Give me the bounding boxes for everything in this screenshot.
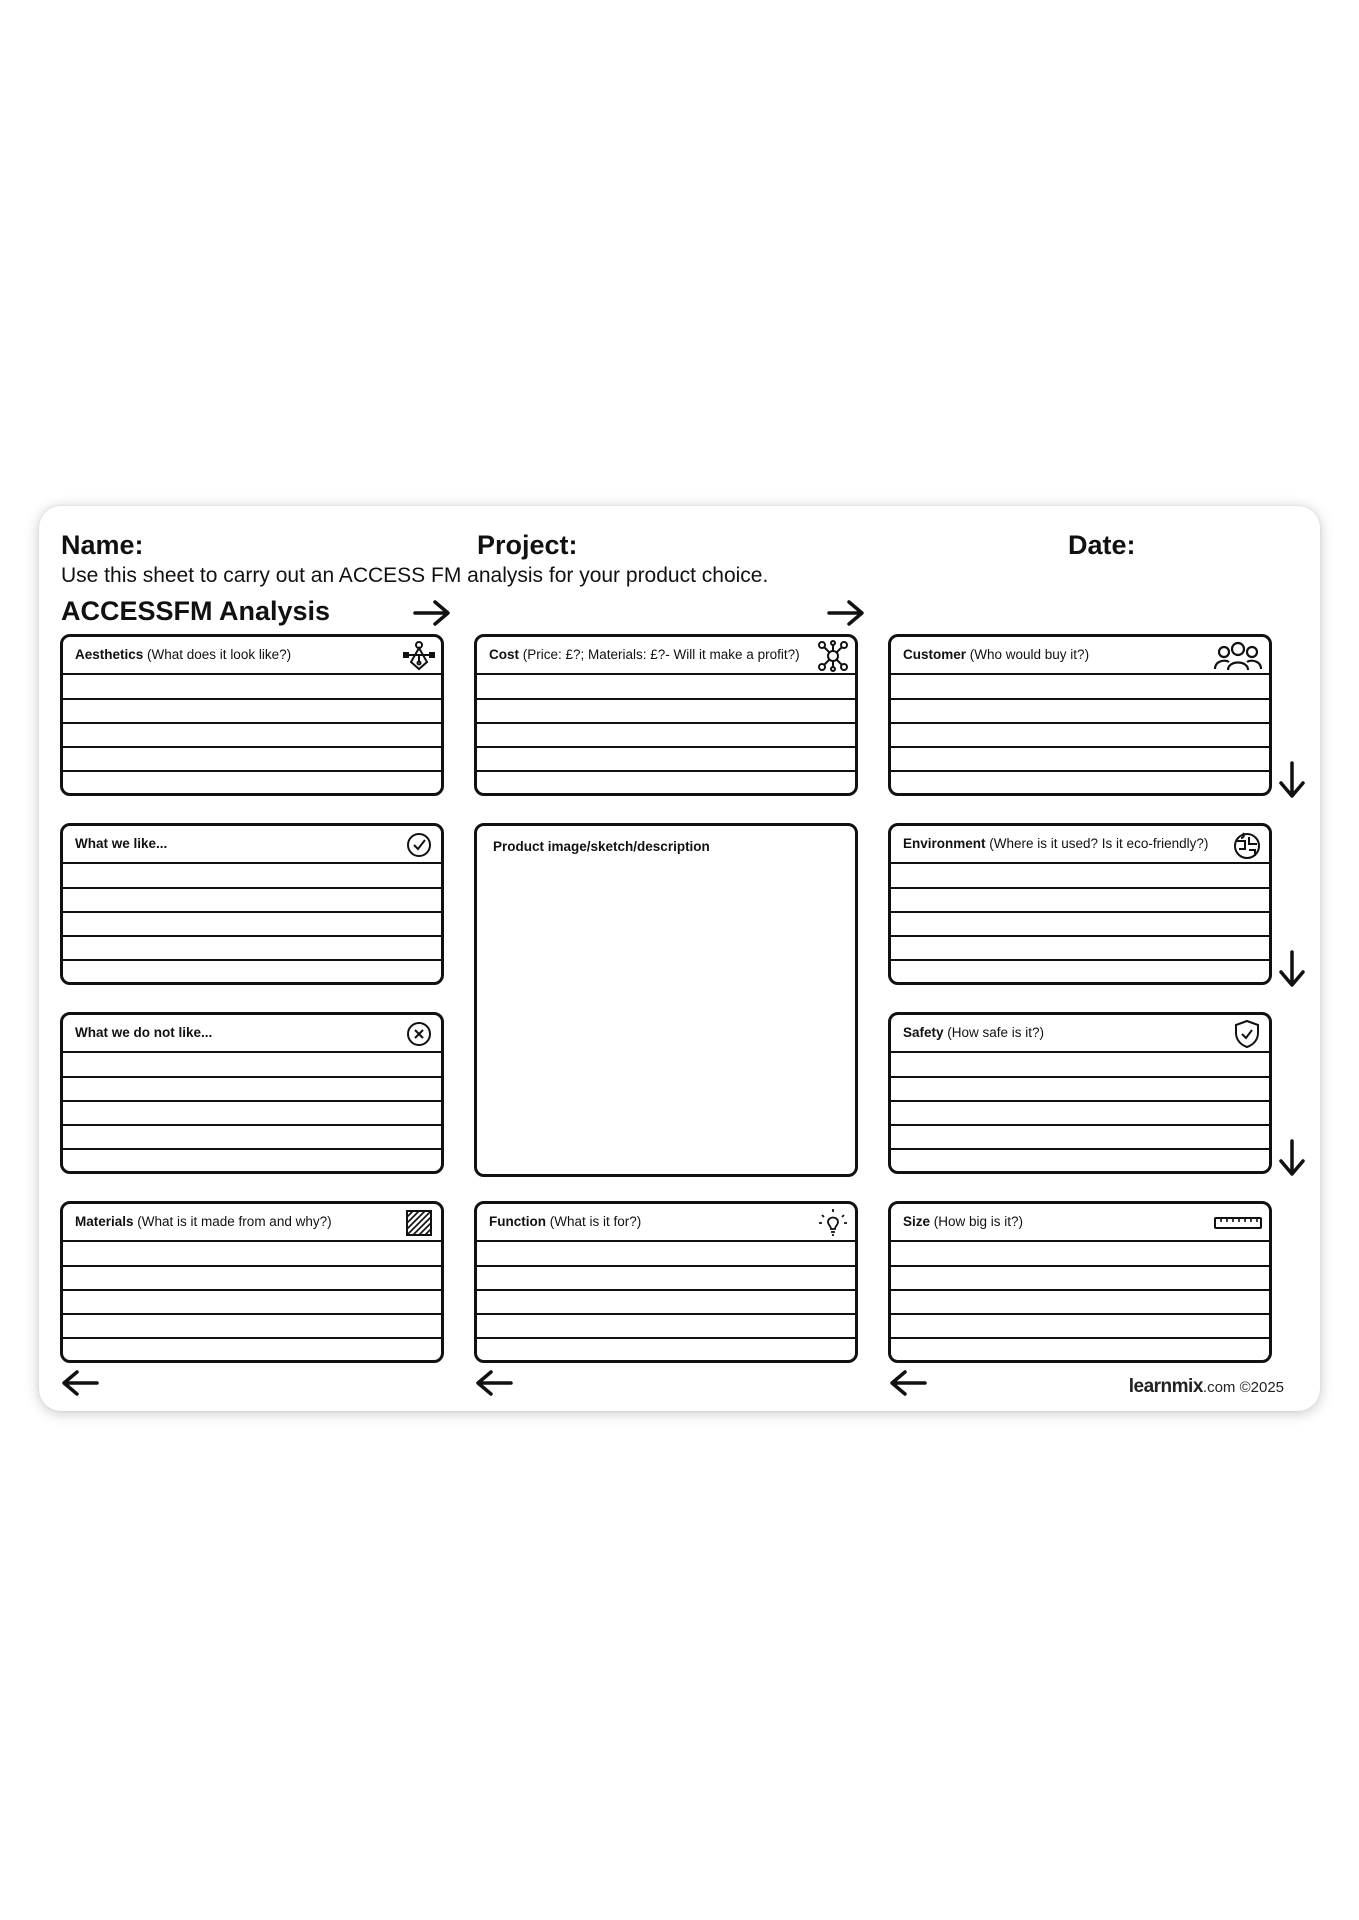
arrow-right-icon (826, 598, 866, 628)
ruler-icon (1213, 1207, 1263, 1239)
arrow-down-icon (1277, 1138, 1307, 1178)
worksheet (39, 506, 1320, 1411)
sheet-title: ACCESSFM Analysis (61, 596, 331, 626)
arrow-down-icon (1277, 949, 1307, 989)
instructions: Use this sheet to carry out an ACCESS FM analysis for your product choice. (61, 564, 769, 587)
hatched-square-icon (403, 1207, 435, 1239)
panel-header: Environment (Where is it used? Is it eco-friendly?) (891, 826, 1269, 864)
arrow-left-icon (888, 1368, 928, 1398)
arrow-left-icon (474, 1368, 514, 1398)
panel-function (474, 1201, 858, 1363)
panel-header: Cost (Price: £?; Materials: £?- Will it make a profit?) (477, 637, 855, 675)
pen-tool-icon (403, 640, 435, 672)
panel-header: Function (What is it for?) (477, 1204, 855, 1242)
eco-globe-icon (1231, 829, 1263, 861)
panel-what-we-do-not-like (60, 1012, 444, 1174)
name-label: Name: (61, 530, 144, 560)
brand-suffix: .com ©2025 (1202, 1379, 1284, 1396)
shield-check-icon (1231, 1018, 1263, 1050)
arrow-right-icon (412, 598, 452, 628)
people-icon (1213, 640, 1263, 672)
footer-credit (1129, 1376, 1284, 1398)
panel-environment (888, 823, 1272, 985)
brand-name: learnmix (1128, 1376, 1203, 1397)
network-icon (817, 640, 849, 672)
panel-header: Customer (Who would buy it?) (891, 637, 1269, 675)
panel-what-we-like (60, 823, 444, 985)
panel-header: Safety (How safe is it?) (891, 1015, 1269, 1053)
arrow-down-icon (1277, 760, 1307, 800)
panel-product-image[interactable] (474, 823, 858, 1177)
panel-customer (888, 634, 1272, 796)
panel-header: What we like... (63, 826, 441, 864)
panel-aesthetics (60, 634, 444, 796)
panel-size (888, 1201, 1272, 1363)
x-circle-icon (403, 1018, 435, 1050)
panel-cost (474, 634, 858, 796)
date-label: Date: (1068, 530, 1136, 560)
panel-header: What we do not like... (63, 1015, 441, 1053)
panel-materials (60, 1201, 444, 1363)
panel-header: Size (How big is it?) (891, 1204, 1269, 1242)
panel-header: Materials (What is it made from and why?) (63, 1204, 441, 1242)
panel-header: Aesthetics (What does it look like?) (63, 637, 441, 675)
check-circle-icon (403, 829, 435, 861)
lightbulb-icon (817, 1207, 849, 1239)
product-image-label: Product image/sketch/description (493, 839, 710, 854)
panel-safety (888, 1012, 1272, 1174)
arrow-left-icon (60, 1368, 100, 1398)
project-label: Project: (477, 530, 578, 560)
